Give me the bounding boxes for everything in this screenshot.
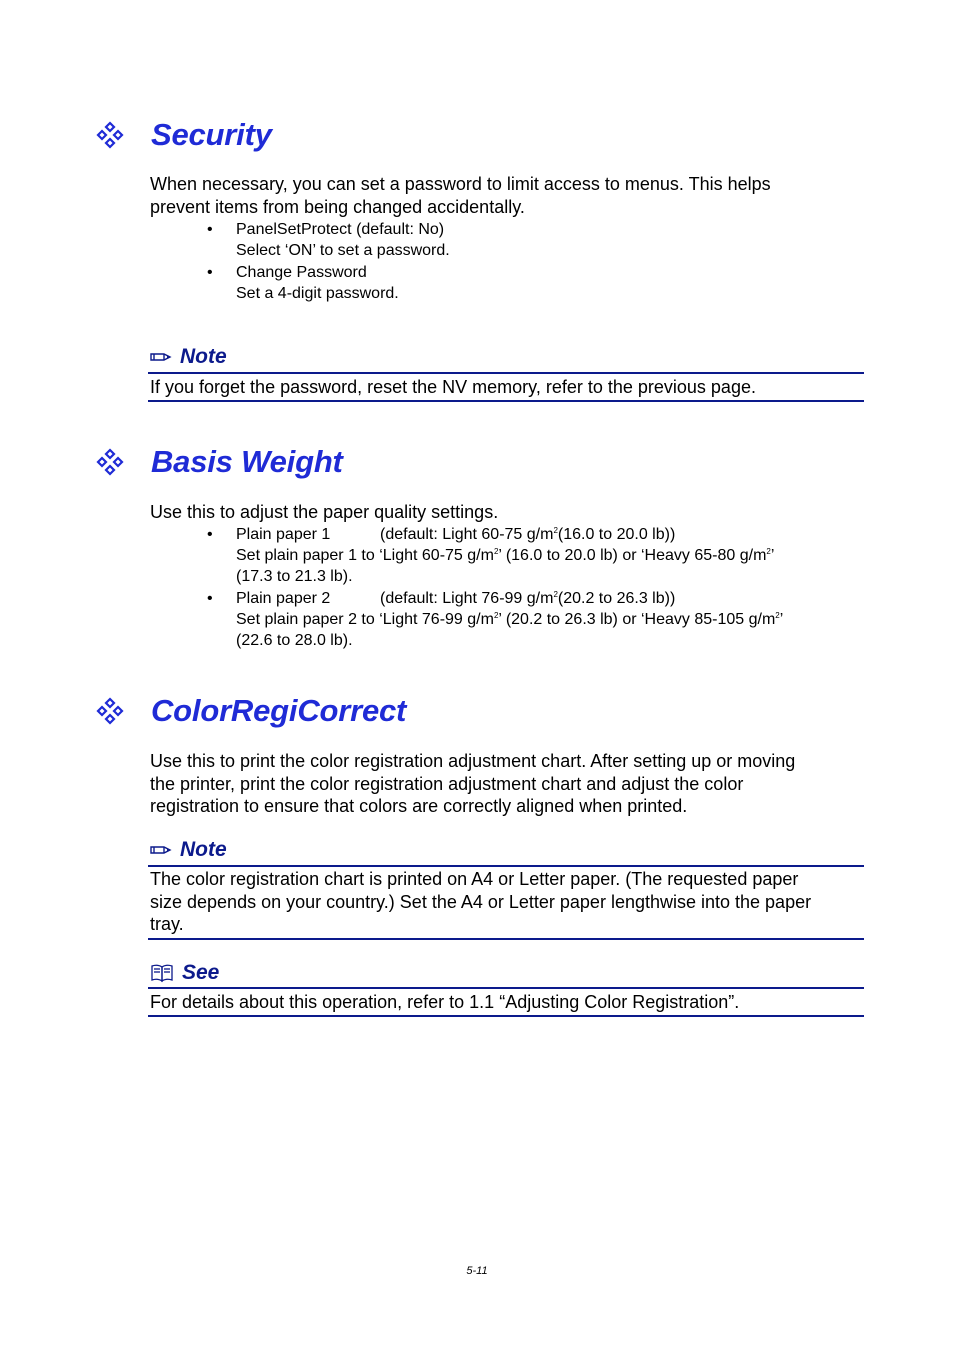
- see-heading: [150, 961, 219, 985]
- section-heading-basis-weight: [95, 442, 343, 482]
- bullet-line-1: [236, 524, 774, 545]
- note-line: tray.: [150, 914, 184, 934]
- diamond-bullet-icon: [95, 447, 125, 477]
- divider: [148, 987, 864, 989]
- see-text: For details about this operation, refer to 1.1 “Adjusting Color Registration”.: [150, 992, 740, 1012]
- bullet-text: Set plain paper 1 to ‘Light 60-75 g/m: [236, 547, 494, 564]
- superscript: 2: [775, 611, 780, 620]
- bullet-line-2: [236, 609, 783, 630]
- note-line: The color registration chart is printed on A4 or Letter paper. (The requested paper: [150, 869, 799, 889]
- divider: [148, 865, 864, 867]
- bullet-label: Plain paper 2: [236, 590, 331, 607]
- bullet-desc: Set a 4-digit password.: [236, 285, 399, 302]
- intro-line: Use this to print the color registration adjustment chart. After setting up or moving: [150, 751, 796, 771]
- default-value: (16.0 to 20.0 lb)): [557, 526, 676, 543]
- superscript: 2: [553, 590, 558, 599]
- bullet-text: ’: [770, 547, 775, 564]
- bullet-label: PanelSetProtect (default: No): [236, 221, 445, 238]
- basis-weight-title: Basis Weight: [151, 444, 343, 479]
- basis-weight-bullet-2: [236, 588, 783, 651]
- security-intro-line: When necessary, you can set a password to limit access to menus. This helps: [150, 174, 771, 194]
- divider: [148, 938, 864, 940]
- colorregicorrect-note-text: [150, 868, 862, 936]
- bullet-dot: •: [207, 590, 213, 607]
- bullet-text: ’ (16.0 to 20.0 lb) or ‘Heavy 65-80 g/m: [498, 547, 767, 564]
- pencil-note-icon: [150, 350, 172, 364]
- security-bullet-1: [236, 219, 450, 261]
- basis-weight-bullet-1: [236, 524, 774, 587]
- bullet-label: Plain paper 1: [236, 526, 331, 543]
- basis-weight-intro: Use this to adjust the paper quality settings.: [150, 502, 499, 522]
- note-line: size depends on your country.) Set the A4 or Letter paper lengthwise into the paper: [150, 891, 812, 912]
- book-see-icon: [150, 963, 174, 983]
- note-title: Note: [180, 838, 227, 861]
- superscript: 2: [553, 526, 558, 535]
- bullet-dot: •: [207, 221, 213, 238]
- colorregicorrect-intro: [150, 750, 865, 818]
- see-title: See: [182, 961, 220, 984]
- bullet-line-2: [236, 545, 774, 566]
- divider: [148, 372, 864, 374]
- diamond-bullet-icon: [95, 696, 125, 726]
- bullet-dot: •: [207, 526, 213, 543]
- divider: [148, 400, 864, 402]
- section-heading-security: [95, 115, 272, 155]
- security-note-text: If you forget the password, reset the NV memory, refer to the previous page.: [150, 377, 756, 397]
- bullet-dot: •: [207, 264, 213, 281]
- divider: [148, 1015, 864, 1017]
- security-note-heading: [150, 345, 227, 369]
- bullet-desc: Select ‘ON’ to set a password.: [236, 242, 450, 259]
- intro-line: registration to ensure that colors are correctly aligned when printed.: [150, 796, 688, 816]
- default-value: (20.2 to 26.3 lb)): [557, 590, 676, 607]
- bullet-line-3: (17.3 to 21.3 lb).: [236, 568, 353, 585]
- note-title: Note: [180, 345, 227, 368]
- bullet-text: ’: [779, 611, 784, 628]
- default-value: (default: Light 60-75 g/m: [380, 526, 554, 543]
- pencil-note-icon: [150, 843, 172, 857]
- security-bullet-2: [236, 262, 399, 304]
- bullet-text: ’ (20.2 to 26.3 lb) or ‘Heavy 85-105 g/m: [498, 611, 776, 628]
- section-heading-colorregicorrect: [95, 691, 407, 731]
- superscript: 2: [493, 611, 499, 620]
- superscript: 2: [493, 547, 499, 556]
- bullet-line-3: (22.6 to 28.0 lb).: [236, 632, 353, 649]
- bullet-text: Set plain paper 2 to ‘Light 76-99 g/m: [236, 611, 494, 628]
- superscript: 2: [766, 547, 771, 556]
- bullet-line-1: [236, 588, 783, 609]
- colorregicorrect-title: ColorRegiCorrect: [151, 693, 407, 728]
- bullet-label: Change Password: [236, 264, 367, 281]
- security-title: Security: [151, 117, 272, 152]
- intro-line: the printer, print the color registration adjustment chart and adjust the color: [150, 773, 744, 794]
- security-intro: [150, 173, 865, 218]
- diamond-bullet-icon: [95, 120, 125, 150]
- security-intro-line: prevent items from being changed accidentally.: [150, 196, 525, 217]
- default-value: (default: Light 76-99 g/m: [380, 590, 554, 607]
- page-number: 5-11: [466, 1265, 488, 1277]
- colorregicorrect-note-heading: [150, 838, 227, 862]
